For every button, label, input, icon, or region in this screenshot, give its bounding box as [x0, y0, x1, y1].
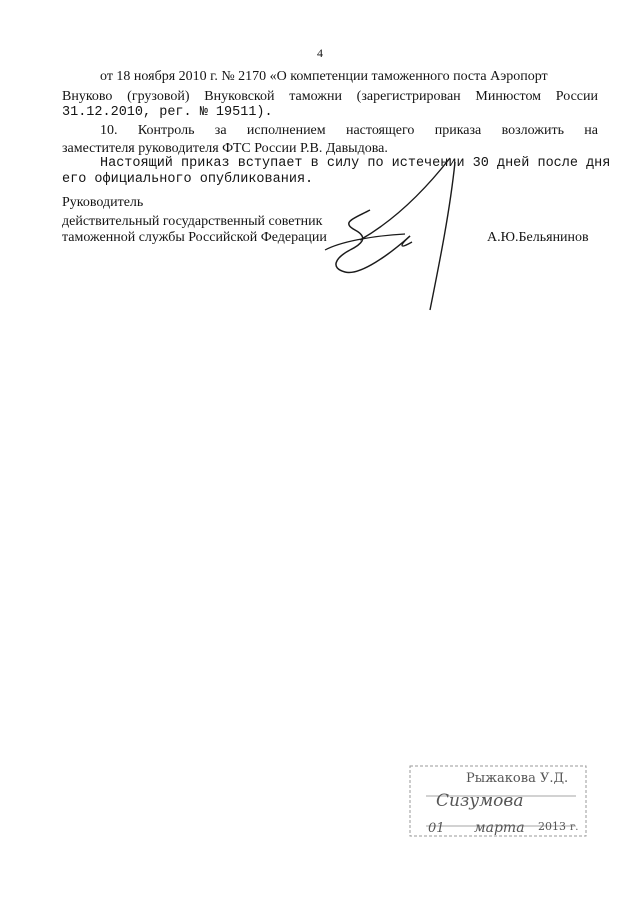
body-line: 10. Контроль за исполнением настоящего приказа возложить на	[100, 123, 598, 138]
body-line: от 18 ноября 2010 г. № 2170 «О компетенции таможенного поста Аэропорт	[100, 69, 548, 84]
stamp-date-day: 01	[428, 821, 445, 836]
stamp-date-month: марта	[474, 820, 525, 836]
stamp-date-year: 2013	[538, 820, 566, 833]
body-line: 31.12.2010, рег. № 19511).	[62, 105, 273, 120]
body-line: Настоящий приказ вступает в силу по истечении 30 дней после дня	[100, 156, 611, 171]
body-line: его официального опубликования.	[62, 172, 314, 187]
handwritten-signature	[300, 150, 480, 320]
signatory-rank: действительный государственный советник	[62, 214, 323, 229]
stamp-date-suffix: г.	[570, 822, 579, 833]
signatory-title: Руководитель	[62, 195, 144, 210]
body-line: Внуково (грузовой) Внуковской таможни (зарегистрирован Минюстом России	[62, 89, 598, 104]
stamp-signature: Сизумова	[436, 791, 524, 811]
signatory-service: таможенной службы Российской Федерации	[62, 230, 327, 245]
receipt-stamp	[396, 756, 596, 846]
signatory-name: А.Ю.Бельянинов	[487, 230, 589, 245]
body-line: заместителя руководителя ФТС России Р.В. Давыдова.	[62, 141, 388, 156]
stamp-name: Рыжакова У.Д.	[466, 771, 569, 786]
page-number: 4	[317, 46, 323, 60]
